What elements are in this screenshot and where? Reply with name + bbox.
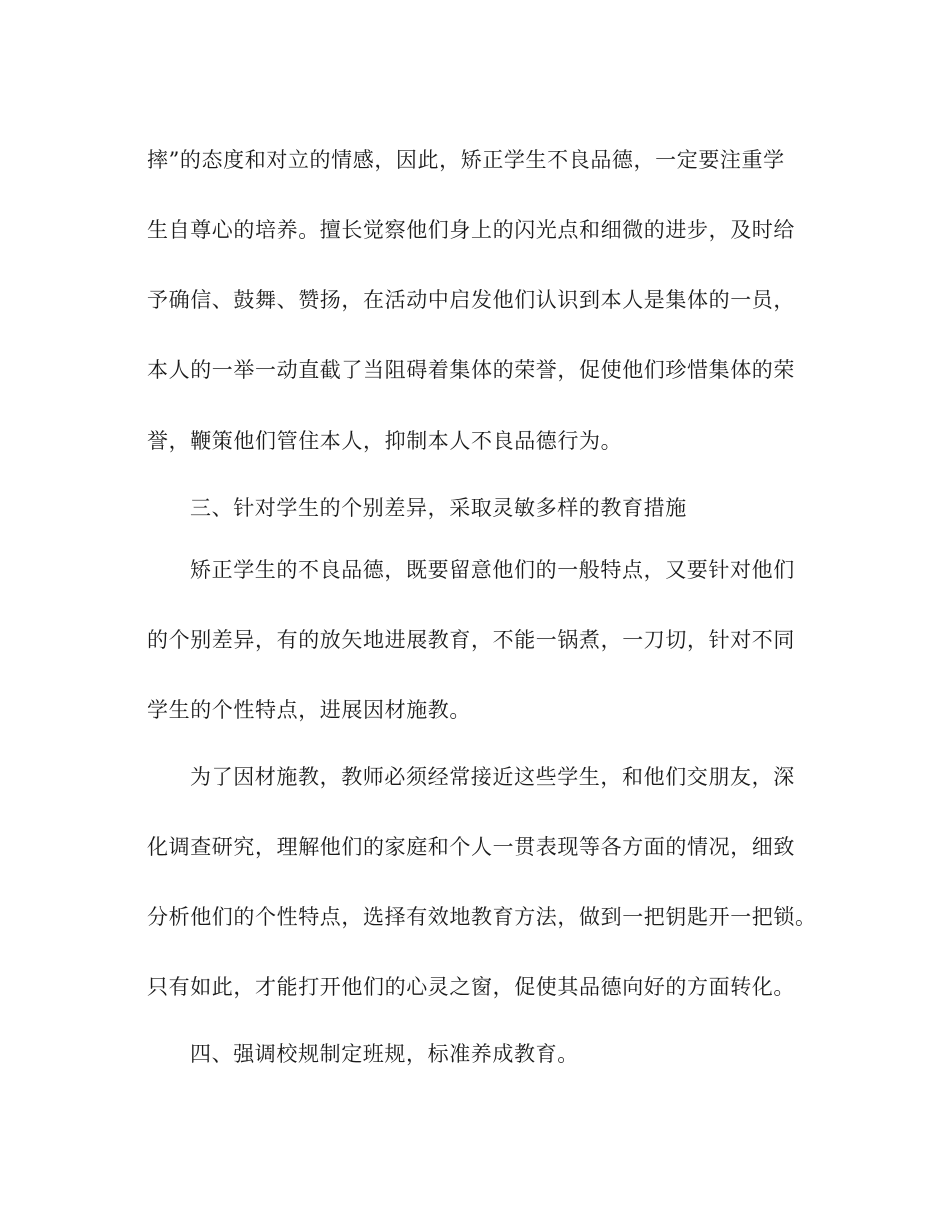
section-heading: 三、针对学生的个别差异，采取灵敏多样的教育措施 xyxy=(190,496,687,520)
paragraph-line: 摔”的态度和对立的情感，因此，矫正学生不良品德，一定要注重学 xyxy=(147,148,785,172)
section-heading: 四、强调校规制定班规，标准养成教育。 xyxy=(190,1042,579,1066)
paragraph-line: 为了因材施教，教师必须经常接近这些学生，和他们交朋友，深 xyxy=(190,765,795,789)
paragraph-line: 的个别差异，有的放矢地进展教育，不能一锅煮，一刀切，针对不同 xyxy=(147,628,795,652)
paragraph-line: 矫正学生的不良品德，既要留意他们的一般特点，又要针对他们 xyxy=(190,558,795,582)
paragraph-line: 分析他们的个性特点，选择有效地教育方法，做到一把钥匙开一把锁。 xyxy=(147,905,817,929)
paragraph-line: 学生的个性特点，进展因材施教。 xyxy=(147,698,471,722)
paragraph-line: 化调查研究，理解他们的家庭和个人一贯表现等各方面的情况，细致 xyxy=(147,835,795,859)
paragraph-line: 本人的一举一动直截了当阻碍着集体的荣誉，促使他们珍惜集体的荣 xyxy=(147,358,795,382)
paragraph-line: 生自尊心的培养。擅长觉察他们身上的闪光点和细微的进步，及时给 xyxy=(147,218,795,242)
paragraph-line: 只有如此，才能打开他们的心灵之窗，促使其品德向好的方面转化。 xyxy=(147,975,795,999)
paragraph-line: 誉，鞭策他们管住本人，抑制本人不良品德行为。 xyxy=(147,429,623,453)
paragraph-line: 予确信、鼓舞、赞扬，在活动中启发他们认识到本人是集体的一员， xyxy=(147,288,795,312)
